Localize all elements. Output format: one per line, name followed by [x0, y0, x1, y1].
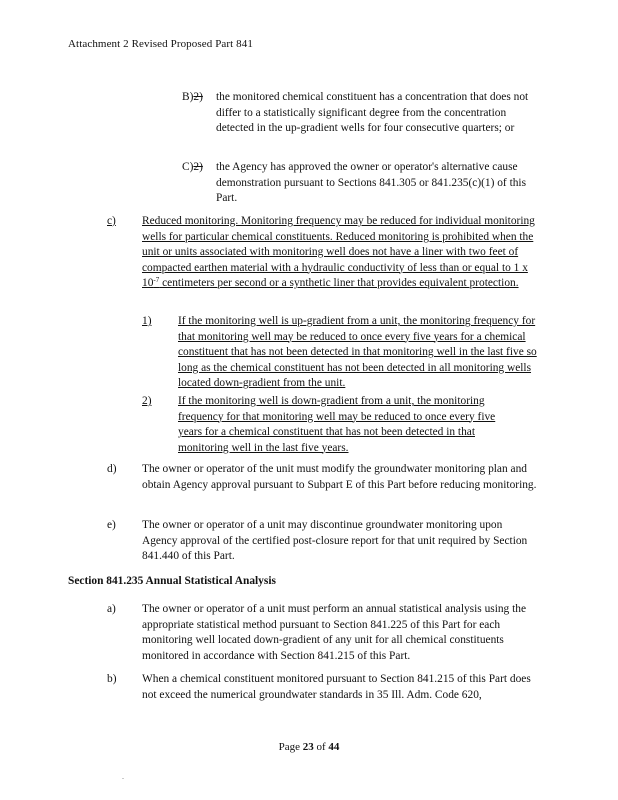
item-label-c2b: 2): [142, 395, 152, 407]
page-header: Attachment 2 Revised Proposed Part 841: [68, 38, 253, 50]
footer-sep: of: [313, 741, 329, 753]
item-label-c2: [182, 160, 203, 176]
page-footer: [0, 741, 618, 753]
section-item-text-a: The owner or operator of a unit must perform an annual statistical analysis using the appropriate statistical method pursuant to Section 841.225 of this Part for each monitoring well located down-gradient of any unit for all chemical constituents monitored in accordance with Section 841.215 of this Part.: [142, 603, 527, 662]
label-old: 2): [193, 91, 203, 103]
item-text-c2b: If the monitoring well is down-gradient from a unit, the monitoring frequency for that monitoring well may be reduced to once every five years for a chemical constituent that has not been detected in that monitoring well in the last five years.: [178, 395, 496, 454]
item-text-c-part1: Reduced monitoring. Monitoring frequency may be reduced for individual monitoring wells for particular chemical constituents. Reduced monitoring is prohibited when the unit or units associated with monitoring well does not have a liner with two feet of compacted earthen material with a hydraulic conductivity of less than or equal to 1 x 10: [142, 215, 535, 289]
item-text-b2: the monitored chemical constituent has a concentration that does not differ to a statistically significant degree from the concentration detected in the up-gradient wells for four consecutive quarters; or: [216, 91, 529, 134]
section-item-text-b: When a chemical constituent monitored pursuant to Section 841.215 of this Part does not exceed the numerical groundwater standards in 35 Ill. Adm. Code 620,: [142, 673, 531, 701]
item-label-b2: [182, 90, 203, 106]
item-text-d: The owner or operator of the unit must modify the groundwater monitoring plan and obtain Agency approval pursuant to Subpart E of this Part before reducing monitoring.: [142, 463, 537, 491]
label-old: 2): [193, 161, 203, 173]
item-text-c1: If the monitoring well is up-gradient from a unit, the monitoring frequency for that monitoring well may be reduced to once every five years for a chemical constituent that has not been detected in that monitoring well in the last five so long as the chemical constituent has not been detected in all monitoring wells located down-gradient from the unit.: [178, 315, 537, 389]
item-label-c: c): [107, 215, 116, 227]
item-label-e: e): [107, 519, 116, 531]
exponent: -7: [153, 276, 160, 284]
item-label-c1: 1): [142, 315, 152, 327]
section-item-label-b: b): [107, 673, 117, 685]
footer-prefix: Page: [278, 741, 303, 753]
item-text-c: [142, 214, 542, 292]
item-text-c-part2: centimeters per second or a synthetic liner that provides equivalent protection.: [159, 277, 519, 289]
scan-mark: .: [122, 772, 124, 781]
page-total: 44: [328, 741, 340, 753]
item-text-c2: the Agency has approved the owner or operator's alternative cause demonstration pursuant to Sections 841.305 or 841.235(c)(1) of this Part.: [216, 161, 527, 204]
section-item-label-a: a): [107, 603, 116, 615]
label-new: C): [182, 161, 194, 173]
page-number: 23: [302, 741, 314, 753]
item-label-d: d): [107, 463, 117, 475]
label-new: B): [182, 91, 194, 103]
item-text-e: The owner or operator of a unit may discontinue groundwater monitoring upon Agency approval of the certified post-closure report for that unit required by Section 841.440 of this Part.: [142, 519, 528, 562]
section-heading: Section 841.235 Annual Statistical Analysis: [68, 575, 276, 587]
